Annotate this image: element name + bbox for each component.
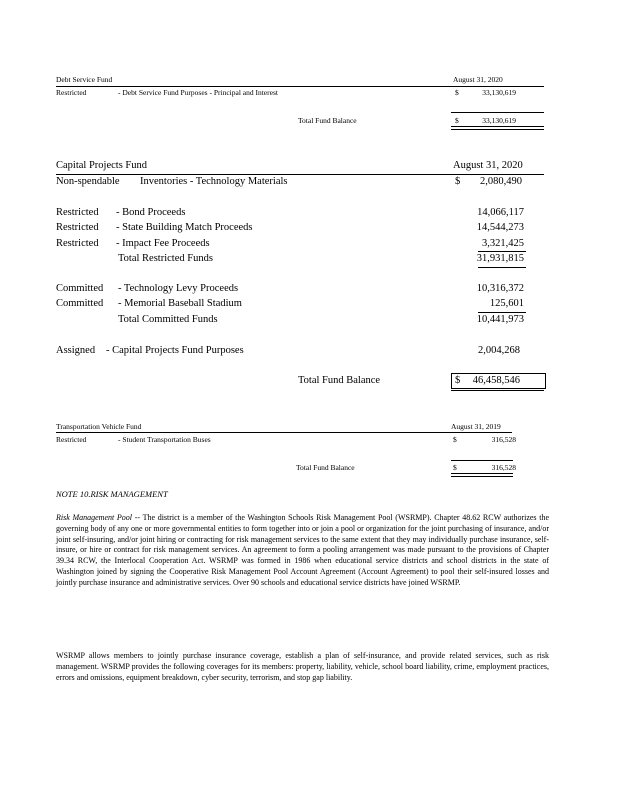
debt-service-total-currency: $ — [455, 116, 459, 125]
cp-row-label: Committed — [56, 298, 104, 309]
cp-row-value: 125,601 — [489, 298, 524, 309]
cp-row-currency: $ — [455, 176, 461, 187]
note-paragraph-1 — [56, 513, 549, 589]
cp-row-value: 14,066,117 — [477, 207, 524, 218]
cp-total-double-rule — [451, 390, 544, 391]
cp-row-label: Committed — [56, 283, 104, 294]
capital-projects-date: August 31, 2020 — [453, 160, 523, 171]
note-paragraph-2: WSRMP allows members to jointly purchase insurance coverage, establish a plan of self-insurance, and provide related services, such as risk management. WSRMP provides the following coverages for its members: property, liability, vehicle, school board liability, crime, employment practices, errors and omissions, equipment breakdown, cyber security, terrorism, and stop gap liability. — [56, 651, 549, 682]
transportation-date: August 31, 2019 — [451, 422, 501, 431]
debt-service-total-label: Total Fund Balance — [298, 116, 357, 125]
note-heading: NOTE 10.RISK MANAGEMENT — [56, 489, 168, 499]
cp-row-label: Non-spendable — [56, 176, 120, 187]
transportation-total-double-rule — [451, 473, 513, 477]
transportation-row-currency: $ — [453, 435, 457, 444]
capital-projects-header: Capital Projects Fund — [56, 160, 147, 171]
transportation-header-rule — [56, 432, 512, 433]
transportation-total-rule-top — [451, 460, 513, 461]
cp-row-desc: - Memorial Baseball Stadium — [118, 298, 242, 309]
cp-row-value: 31,931,815 — [476, 253, 524, 264]
transportation-row-value: 316,528 — [491, 435, 516, 444]
transportation-total-label: Total Fund Balance — [296, 463, 355, 472]
cp-restricted-total-rule — [478, 267, 526, 268]
debt-service-row-value: 33,130,619 — [482, 88, 516, 97]
cp-committed-subtotal-rule — [478, 312, 526, 313]
cp-row-desc: - State Building Match Proceeds — [116, 222, 253, 233]
cp-row-desc: - Impact Fee Proceeds — [116, 238, 210, 249]
cp-row-desc: - Technology Levy Proceeds — [118, 283, 239, 294]
capital-projects-header-rule — [56, 174, 544, 175]
transportation-row-desc: - Student Transportation Buses — [118, 435, 211, 444]
cp-total-value: 46,458,546 — [472, 375, 520, 386]
debt-service-header: Debt Service Fund — [56, 75, 113, 84]
cp-row-value: 14,544,273 — [476, 222, 524, 233]
cp-row-label: Restricted — [56, 238, 99, 249]
cp-row-value: 10,316,372 — [476, 283, 524, 294]
cp-row-value: 2,080,490 — [480, 176, 522, 187]
debt-service-row-label: Restricted — [56, 88, 87, 97]
transportation-total-value: 316,528 — [491, 463, 516, 472]
cp-row-desc: Total Committed Funds — [118, 314, 218, 325]
cp-row-label: Restricted — [56, 222, 99, 233]
debt-service-date: August 31, 2020 — [453, 75, 503, 84]
cp-row-value: 2,004,268 — [478, 345, 520, 356]
cp-row-label: Restricted — [56, 207, 99, 218]
note-paragraph-1-lead: Risk Management Pool — [56, 513, 133, 522]
transportation-header: Transportation Vehicle Fund — [56, 422, 142, 431]
cp-row-label: Assigned — [56, 345, 96, 356]
cp-row-desc: Inventories - Technology Materials — [140, 176, 288, 187]
cp-total-label: Total Fund Balance — [298, 375, 381, 386]
cp-row-desc: - Bond Proceeds — [116, 207, 186, 218]
cp-row-desc: Total Restricted Funds — [118, 253, 213, 264]
cp-restricted-subtotal-rule — [478, 251, 526, 252]
debt-service-row-desc: - Debt Service Fund Purposes - Principal and Interest — [118, 88, 278, 97]
cp-row-desc: - Capital Projects Fund Purposes — [106, 345, 244, 356]
note-paragraph-1-body: -- The district is a member of the Washington Schools Risk Management Pool (WSRMP). Chapter 48.62 RCW authorizes the governing body of any one or more governmental entities to form together into or join a pool or organization for the joint purchasing of insurance, and/or joint self-insuring, and/or joint hiring or contracting for risk management services to the same extent that they may individually purchase insurance, self-insure, or hire or contract for risk management services. An agreement to form a pooling arrangement was made pursuant to the provisions of Chapter 39.34 RCW, the Interlocal Cooperation Act. WSRMP was formed in 1986 when educational service districts and school districts in the state of Washington joined by signing the Cooperative Risk Management Pool Account Agreement (Account Agreement) to pool their self-insured losses and jointly purchase insurance and administrative services. Over 90 schools and educational service districts have joined WSRMP. — [56, 513, 550, 587]
debt-service-header-rule — [56, 86, 544, 87]
debt-service-row-currency: $ — [455, 88, 459, 97]
debt-service-total-value: 33,130,619 — [482, 116, 516, 125]
cp-total-currency: $ — [455, 375, 461, 386]
cp-row-value: 3,321,425 — [482, 238, 524, 249]
debt-service-total-rule-top — [451, 112, 544, 113]
transportation-total-currency: $ — [453, 463, 457, 472]
transportation-row-label: Restricted — [56, 435, 87, 444]
debt-service-total-double-rule — [451, 126, 544, 130]
cp-row-value: 10,441,973 — [476, 314, 524, 325]
